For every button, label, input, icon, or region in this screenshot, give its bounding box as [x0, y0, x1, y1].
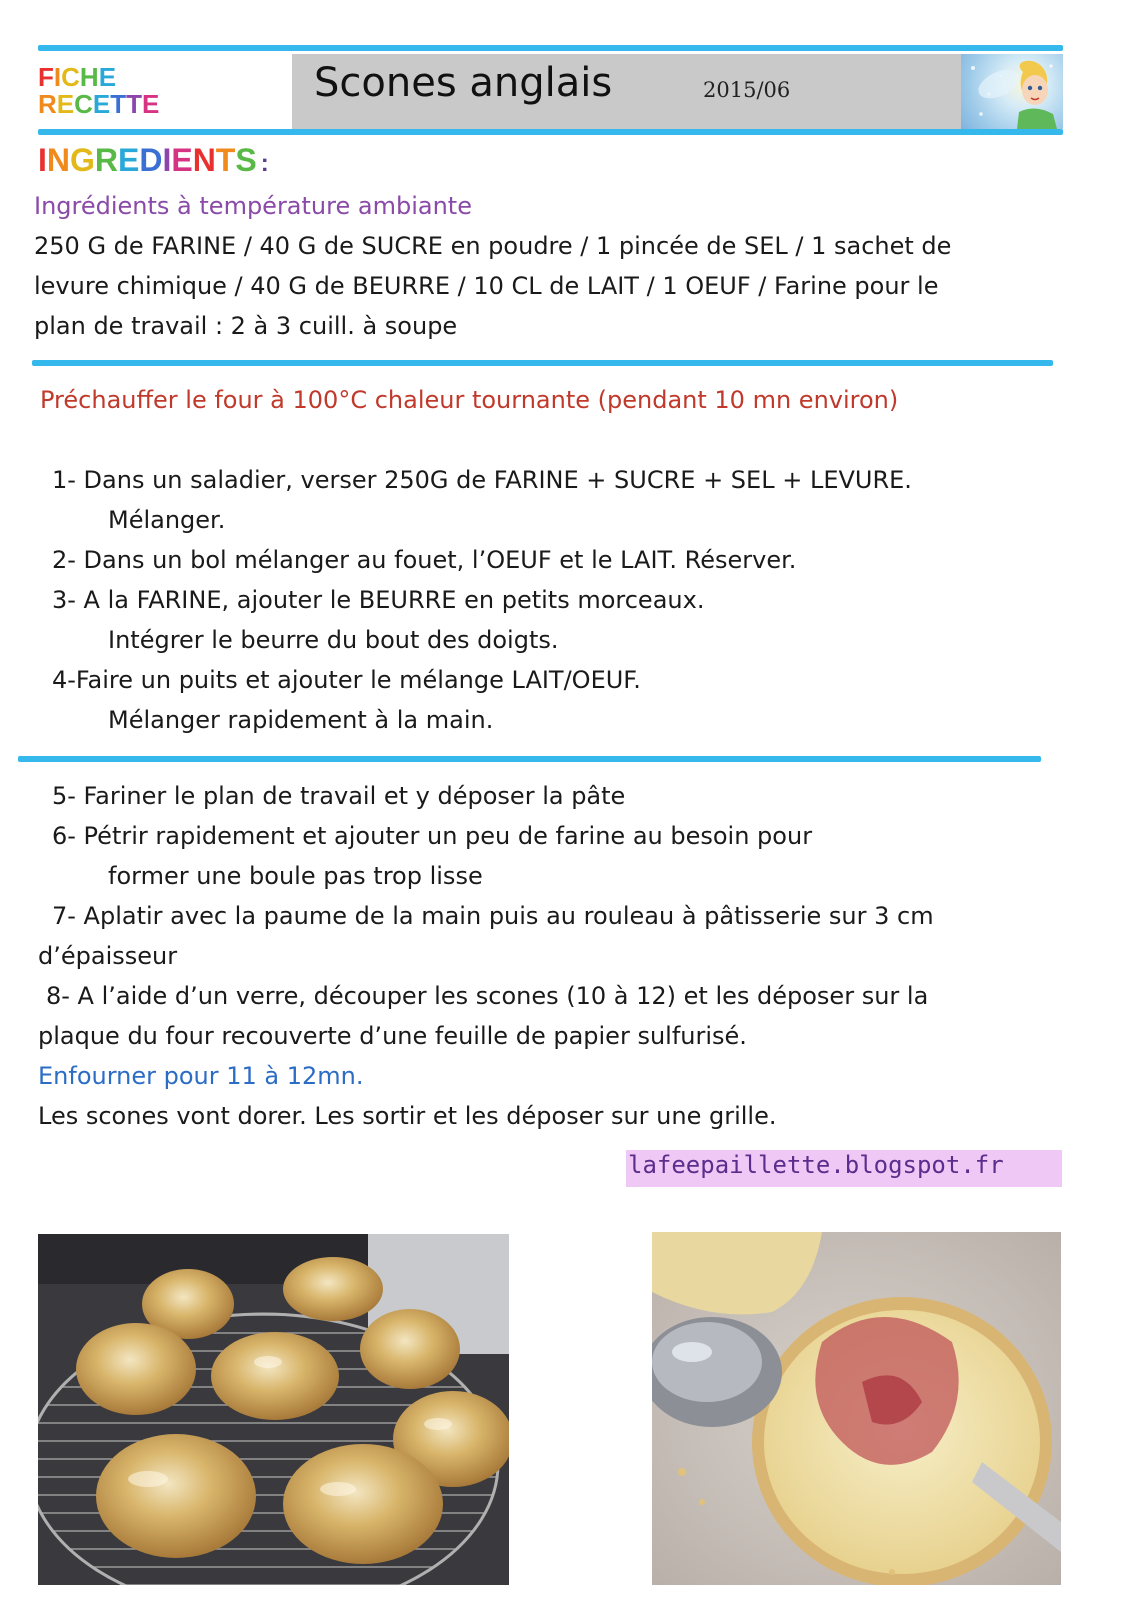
preheat-instruction: Préchauffer le four à 100°C chaleur tournante (pendant 10 mn environ)	[40, 386, 899, 414]
bake-instruction: Enfourner pour 11 à 12mn.	[38, 1062, 364, 1090]
scone-with-jam-photo	[652, 1232, 1061, 1585]
step-line: 1- Dans un saladier, verser 250G de FARINE + SUCRE + SEL + LEVURE.	[52, 466, 912, 494]
recette-label	[38, 91, 159, 118]
rainbow-letter: T	[110, 89, 127, 119]
step-line: 2- Dans un bol mélanger au fouet, l’OEUF et le LAIT. Réserver.	[52, 546, 797, 574]
step-line: d’épaisseur	[38, 942, 178, 970]
rainbow-letter: N	[192, 142, 216, 178]
scones-on-rack-photo	[38, 1234, 509, 1585]
step-line: 5- Fariner le plan de travail et y déposer la pâte	[52, 782, 626, 810]
recipe-date: 2015/06	[703, 78, 791, 102]
blog-link[interactable]: lafeepaillette.blogspot.fr	[628, 1151, 1004, 1179]
finish-instruction: Les scones vont dorer. Les sortir et les déposer sur une grille.	[38, 1102, 777, 1130]
rainbow-letter: E	[98, 62, 117, 92]
rainbow-letter: T	[215, 142, 236, 178]
step-line: Intégrer le beurre du bout des doigts.	[108, 626, 559, 654]
step-line: 8- A l’aide d’un verre, découper les scones (10 à 12) et les déposer sur la	[46, 982, 929, 1010]
step-line: former une boule pas trop lisse	[108, 862, 483, 890]
fiche-label	[38, 64, 159, 91]
rainbow-letter: E	[118, 142, 140, 178]
rainbow-letter: H	[79, 62, 99, 92]
rainbow-letter: S	[235, 142, 257, 178]
rainbow-letter: T	[126, 89, 143, 119]
ingredients-heading	[38, 142, 269, 179]
header-bottom-rule	[38, 129, 1063, 135]
ingredients-line: levure chimique / 40 G de BEURRE / 10 CL de LAIT / 1 OEUF / Farine pour le	[34, 272, 939, 300]
fiche-recette-label	[38, 64, 159, 118]
ingredients-line: 250 G de FARINE / 40 G de SUCRE en poudre / 1 pincée de SEL / 1 sachet de	[34, 232, 952, 260]
ingredients-heading-colon: :	[260, 150, 269, 177]
step-line: Mélanger rapidement à la main.	[108, 706, 494, 734]
top-rule	[38, 45, 1063, 51]
rainbow-letter: C	[74, 89, 93, 119]
ingredients-heading-text	[38, 142, 257, 178]
rainbow-letter: E	[171, 142, 193, 178]
rainbow-letter: R	[94, 142, 118, 178]
steps-divider	[18, 756, 1041, 762]
rainbow-letter: E	[92, 89, 111, 119]
ingredients-divider	[32, 360, 1053, 366]
step-line: 4-Faire un puits et ajouter le mélange LAIT/OEUF.	[52, 666, 641, 694]
rainbow-letter: I	[53, 62, 62, 92]
rainbow-letter: E	[56, 89, 75, 119]
recipe-title: Scones anglais	[314, 60, 613, 106]
rainbow-letter: N	[46, 142, 70, 178]
step-line: 3- A la FARINE, ajouter le BEURRE en petits morceaux.	[52, 586, 705, 614]
rainbow-letter: G	[70, 142, 95, 178]
fairy-illustration	[961, 54, 1063, 129]
step-line: plaque du four recouverte d’une feuille de papier sulfurisé.	[38, 1022, 747, 1050]
rainbow-letter: D	[139, 142, 163, 178]
rainbow-letter: R	[38, 89, 57, 119]
ingredients-note: Ingrédients à température ambiante	[34, 192, 472, 220]
step-line: 7- Aplatir avec la paume de la main puis au rouleau à pâtisserie sur 3 cm	[52, 902, 934, 930]
rainbow-letter: I	[38, 142, 47, 178]
step-line: Mélanger.	[108, 506, 226, 534]
step-line: 6- Pétrir rapidement et ajouter un peu de farine au besoin pour	[52, 822, 813, 850]
rainbow-letter: C	[61, 62, 80, 92]
rainbow-letter: I	[162, 142, 172, 178]
rainbow-letter: F	[38, 62, 54, 92]
ingredients-line: plan de travail : 2 à 3 cuill. à soupe	[34, 312, 458, 340]
rainbow-letter: E	[142, 89, 160, 119]
